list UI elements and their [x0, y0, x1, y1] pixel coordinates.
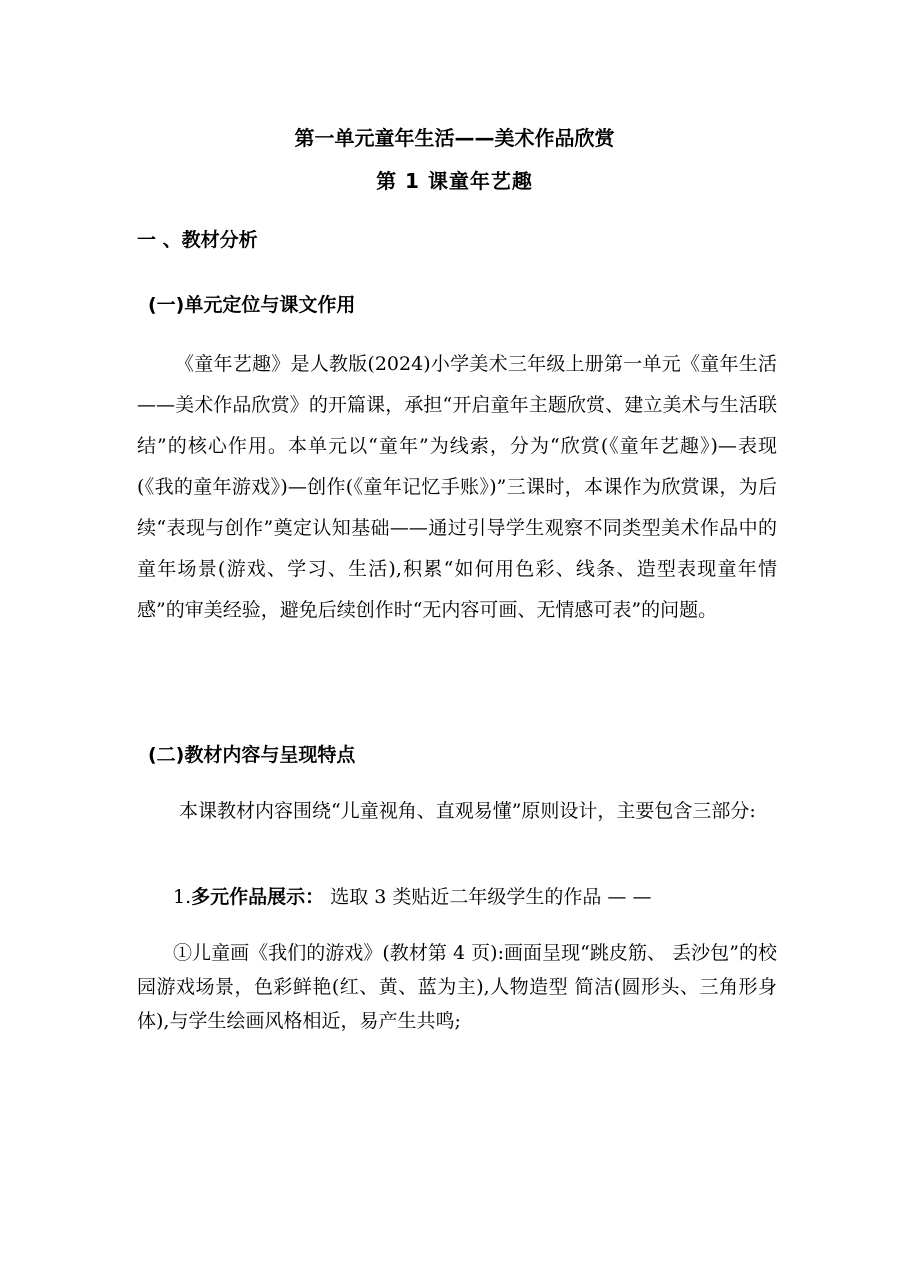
paragraph-content-intro: 本课教材内容围绕“儿童视角、直观易懂”原则设计，主要包含三部分: — [179, 800, 756, 822]
list-item-number: 1. — [173, 886, 192, 908]
section-heading-textbook-analysis: 一 、教材分析 — [137, 229, 258, 251]
sub-item-children-drawing: ①儿童画《我们的游戏》(教材第 4 页):画面呈现“跳皮筋、 丢沙包”的校园游戏场景，色彩鲜艳(红、黄、蓝为主),人物造型 简洁(圆形头、三角形身体),与学生绘画风格相近，易产生共鸣; — [137, 942, 777, 1032]
subsection-heading-content-features: (二)教材内容与呈现特点 — [148, 744, 356, 766]
paragraph-unit-position: 《童年艺趣》是人教版(2024)小学美术三年级上册第一单元《童年生活——美术作品欣赏》的开篇课，承担“开启童年主题欣赏、建立美术与生活联结”的核心作用。本单元以“童年”为线索，分为“欣赏(《童年艺趣》)—表现(《我的童年游戏》)—创作(《童年记忆手账》)”三课时，本课作为欣赏课，为后续“表现与创作”奠定认知基础——通过引导学生观察不同类型美术作品中的童年场景(游戏、学习、生活),积累“如何用色彩、线条、造型表现童年情感”的审美经验，避免后续创作时“无内容可画、无情感可表”的问题。 — [137, 353, 777, 621]
list-item-label: 多元作品展示： — [191, 886, 325, 908]
unit-title: 第一单元童年生活——美术作品欣赏 — [294, 126, 615, 150]
subsection-heading-unit-position: (一)单元定位与课文作用 — [148, 294, 356, 316]
list-item-works-display — [173, 882, 651, 912]
list-item-text: 选取 3 类贴近二年级学生的作品 — — — [324, 886, 652, 908]
lesson-title: 第 1 课童年艺趣 — [376, 169, 533, 193]
